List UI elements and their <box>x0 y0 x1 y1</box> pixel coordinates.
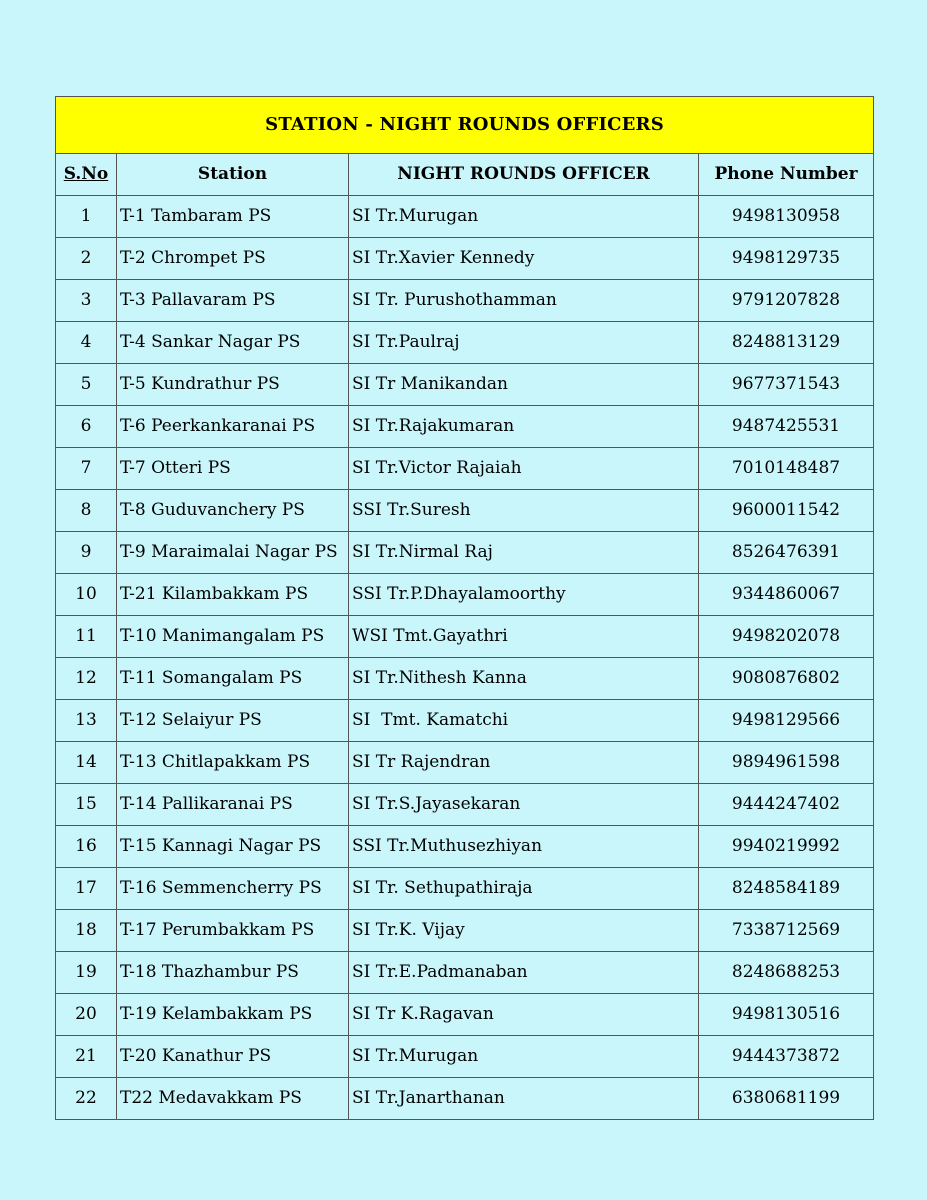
table-row <box>56 742 874 784</box>
cell-sno: 1 <box>56 196 117 238</box>
cell-officer: SI Tr. Sethupathiraja <box>349 868 699 910</box>
cell-station: T-11 Somangalam PS <box>117 658 349 700</box>
cell-station: T-17 Perumbakkam PS <box>117 910 349 952</box>
cell-officer: SSI Tr.Suresh <box>349 490 699 532</box>
cell-sno: 9 <box>56 532 117 574</box>
cell-officer: SI Tr.Nirmal Raj <box>349 532 699 574</box>
cell-officer: SI Tr.S.Jayasekaran <box>349 784 699 826</box>
cell-station: T-14 Pallikaranai PS <box>117 784 349 826</box>
cell-station: T-16 Semmencherry PS <box>117 868 349 910</box>
cell-sno: 5 <box>56 364 117 406</box>
table-body <box>56 196 874 1120</box>
cell-officer: SI Tr.Victor Rajaiah <box>349 448 699 490</box>
cell-station: T-13 Chitlapakkam PS <box>117 742 349 784</box>
cell-phone-number: 8526476391 <box>699 532 874 574</box>
cell-officer: SI Tmt. Kamatchi <box>349 700 699 742</box>
cell-officer: SI Tr Manikandan <box>349 364 699 406</box>
cell-station: T-9 Maraimalai Nagar PS <box>117 532 349 574</box>
table-row <box>56 952 874 994</box>
table-title: STATION - NIGHT ROUNDS OFFICERS <box>56 97 874 154</box>
cell-sno: 15 <box>56 784 117 826</box>
cell-phone-number: 9344860067 <box>699 574 874 616</box>
column-header-station: Station <box>117 154 349 196</box>
cell-station: T-7 Otteri PS <box>117 448 349 490</box>
table-row <box>56 280 874 322</box>
cell-sno: 8 <box>56 490 117 532</box>
cell-officer: SI Tr.Murugan <box>349 1036 699 1078</box>
cell-phone-number: 9677371543 <box>699 364 874 406</box>
cell-officer: SI Tr Rajendran <box>349 742 699 784</box>
table-row <box>56 196 874 238</box>
cell-sno: 21 <box>56 1036 117 1078</box>
cell-phone-number: 9498130516 <box>699 994 874 1036</box>
table-row <box>56 490 874 532</box>
table-row <box>56 1078 874 1120</box>
cell-sno: 4 <box>56 322 117 364</box>
cell-station: T-4 Sankar Nagar PS <box>117 322 349 364</box>
cell-station: T-20 Kanathur PS <box>117 1036 349 1078</box>
column-header-sno: S.No <box>56 154 117 196</box>
table-row <box>56 700 874 742</box>
cell-phone-number: 9444247402 <box>699 784 874 826</box>
column-header-phone: Phone Number <box>699 154 874 196</box>
table-row <box>56 868 874 910</box>
cell-phone-number: 7010148487 <box>699 448 874 490</box>
cell-station: T-12 Selaiyur PS <box>117 700 349 742</box>
table-header-row <box>56 154 874 196</box>
table-row <box>56 910 874 952</box>
night-rounds-table <box>55 96 874 1120</box>
table-row <box>56 532 874 574</box>
cell-station: T-10 Manimangalam PS <box>117 616 349 658</box>
cell-officer: SI Tr.Rajakumaran <box>349 406 699 448</box>
table-row <box>56 616 874 658</box>
cell-sno: 3 <box>56 280 117 322</box>
cell-sno: 16 <box>56 826 117 868</box>
cell-officer: SI Tr.Paulraj <box>349 322 699 364</box>
cell-sno: 17 <box>56 868 117 910</box>
cell-phone-number: 8248688253 <box>699 952 874 994</box>
table-row <box>56 406 874 448</box>
column-header-officer: NIGHT ROUNDS OFFICER <box>349 154 699 196</box>
cell-station: T-8 Guduvanchery PS <box>117 490 349 532</box>
cell-officer: SI Tr.Janarthanan <box>349 1078 699 1120</box>
cell-sno: 13 <box>56 700 117 742</box>
cell-officer: SI Tr.Xavier Kennedy <box>349 238 699 280</box>
cell-phone-number: 9600011542 <box>699 490 874 532</box>
cell-station: T-3 Pallavaram PS <box>117 280 349 322</box>
cell-officer: SI Tr.K. Vijay <box>349 910 699 952</box>
table-row <box>56 994 874 1036</box>
cell-sno: 22 <box>56 1078 117 1120</box>
cell-station: T-6 Peerkankaranai PS <box>117 406 349 448</box>
cell-sno: 2 <box>56 238 117 280</box>
cell-sno: 19 <box>56 952 117 994</box>
cell-station: T22 Medavakkam PS <box>117 1078 349 1120</box>
cell-officer: SSI Tr.P.Dhayalamoorthy <box>349 574 699 616</box>
cell-station: T-1 Tambaram PS <box>117 196 349 238</box>
cell-phone-number: 6380681199 <box>699 1078 874 1120</box>
cell-sno: 6 <box>56 406 117 448</box>
cell-phone-number: 9791207828 <box>699 280 874 322</box>
cell-officer: WSI Tmt.Gayathri <box>349 616 699 658</box>
cell-station: T-19 Kelambakkam PS <box>117 994 349 1036</box>
table-row <box>56 574 874 616</box>
cell-officer: SI Tr.E.Padmanaban <box>349 952 699 994</box>
cell-sno: 20 <box>56 994 117 1036</box>
cell-phone-number: 9498129735 <box>699 238 874 280</box>
table-row <box>56 826 874 868</box>
table-row <box>56 1036 874 1078</box>
table-title-row <box>56 97 874 154</box>
table-row <box>56 658 874 700</box>
cell-phone-number: 9498129566 <box>699 700 874 742</box>
cell-officer: SI Tr.Murugan <box>349 196 699 238</box>
cell-phone-number: 9894961598 <box>699 742 874 784</box>
cell-officer: SI Tr K.Ragavan <box>349 994 699 1036</box>
cell-sno: 14 <box>56 742 117 784</box>
cell-sno: 12 <box>56 658 117 700</box>
cell-phone-number: 9487425531 <box>699 406 874 448</box>
cell-phone-number: 9498202078 <box>699 616 874 658</box>
cell-officer: SSI Tr.Muthusezhiyan <box>349 826 699 868</box>
cell-station: T-5 Kundrathur PS <box>117 364 349 406</box>
cell-station: T-15 Kannagi Nagar PS <box>117 826 349 868</box>
cell-station: T-21 Kilambakkam PS <box>117 574 349 616</box>
cell-sno: 11 <box>56 616 117 658</box>
table-row <box>56 364 874 406</box>
table-row <box>56 238 874 280</box>
cell-phone-number: 7338712569 <box>699 910 874 952</box>
cell-phone-number: 9444373872 <box>699 1036 874 1078</box>
table-row <box>56 784 874 826</box>
cell-officer: SI Tr.Nithesh Kanna <box>349 658 699 700</box>
cell-phone-number: 8248813129 <box>699 322 874 364</box>
cell-phone-number: 9498130958 <box>699 196 874 238</box>
night-rounds-document <box>55 96 873 1120</box>
cell-sno: 18 <box>56 910 117 952</box>
table-row <box>56 322 874 364</box>
cell-sno: 7 <box>56 448 117 490</box>
cell-phone-number: 9940219992 <box>699 826 874 868</box>
cell-station: T-2 Chrompet PS <box>117 238 349 280</box>
cell-sno: 10 <box>56 574 117 616</box>
cell-officer: SI Tr. Purushothamman <box>349 280 699 322</box>
table-row <box>56 448 874 490</box>
cell-phone-number: 8248584189 <box>699 868 874 910</box>
cell-station: T-18 Thazhambur PS <box>117 952 349 994</box>
cell-phone-number: 9080876802 <box>699 658 874 700</box>
